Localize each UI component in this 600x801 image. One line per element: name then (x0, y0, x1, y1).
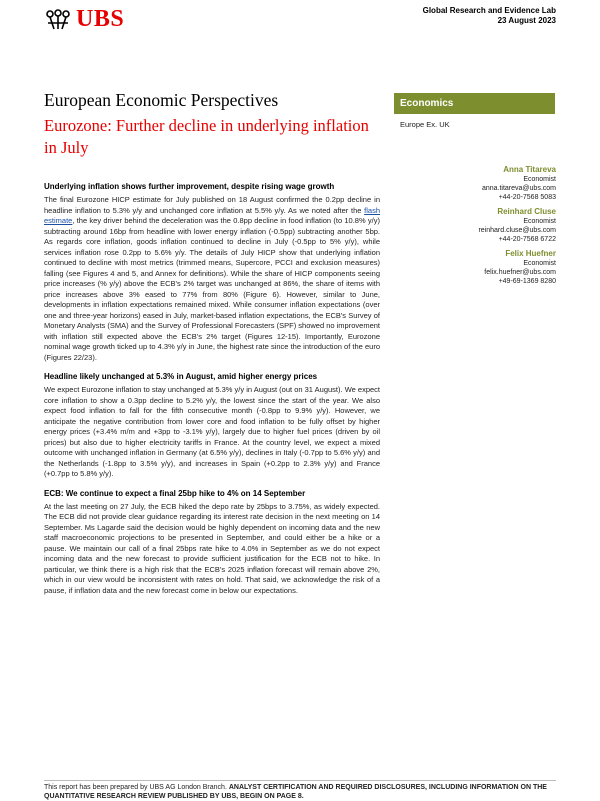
analyst-card (396, 165, 556, 202)
analyst-list (396, 165, 556, 291)
ubs-keys-icon (44, 9, 72, 31)
section-heading: ECB: We continue to expect a final 25bp hike to 4% on 14 September (44, 488, 306, 498)
analyst-phone: +49-69-1369 8280 (498, 278, 556, 285)
analyst-phone: +44-20-7568 6722 (498, 236, 556, 243)
report-body (44, 182, 380, 605)
footer-divider (44, 780, 556, 781)
analyst-card (396, 207, 556, 244)
paragraph-text: The final Eurozone HICP estimate for July published on 18 August confirmed the 0.2pp decline in headline inflation to 5.3% y/y and unchanged core inflation at 5.5% y/y. As we noted after the (44, 195, 380, 215)
section-underlying-inflation (44, 182, 380, 363)
section-headline-forecast (44, 372, 380, 480)
ubs-logo (44, 6, 124, 33)
analyst-role: Economist (523, 176, 556, 183)
analyst-name: Felix Huefner (505, 249, 556, 258)
report-header (423, 6, 556, 26)
brand-name: UBS (76, 6, 125, 32)
analyst-email[interactable]: felix.huefner@ubs.com (484, 269, 556, 276)
analyst-name: Anna Titareva (503, 165, 556, 174)
page-subtitle: Eurozone: Further decline in underlying inflation in July (44, 116, 369, 157)
section-bar: Economics (394, 93, 555, 114)
analyst-email[interactable]: anna.titareva@ubs.com (481, 185, 556, 192)
section-heading: Underlying inflation shows further improvement, despite rising wage growth (44, 182, 335, 191)
section-paragraph: At the last meeting on 27 July, the ECB hiked the depo rate by 25bps to 3.75%, as widely expected. The ECB did not provide clear guidance regarding its interest rate decision in the next meeting on 14 September. Ms Lagarde said the decision would be highly dependent on incoming data and the new staff macroeconomic projections to be presented in September, and could either be a hike or a pause. We maintain our call of a final 25bps rate hike to 4.0% in September as we do not expect incoming data and the new forecast to provide sufficient justification for the ECB not to hike. In particular, we think there is a high risk that the ECB's 2025 inflation forecast will remain above 2%, which in our view would be inconsistent with rates on hold. That said, we acknowledge the risk of a pause, if inflation data and the new forecast come in below our expectations. (44, 501, 380, 595)
paragraph-text: , the key driver behind the deceleration was the 0.8pp decline in food inflation (to 10.8% y/y) subtracting around 16bp from headline with lower energy inflation (-0.5pp) subtracting another 5bp. As regards core inflation, goods inflation continued to decline in July (-0.5pp to 5% y/y), while services inflation rose 0.2pp to 5.6% y/y. The details of July HICP show that underlying inflation continued to decline with most metrics (trimmed means, Supercore, PCCI and exclusion measures) falling (see Figures 4 and 5, and Annex for definitions). While the share of HICP components seeing price increases (% y/y) above the ECB's 2% target was unchanged at 86%, the share of items with price increases above 3% eased to 77% from 80% (Figure 6). However, similar to June, developments in inflation expectations remained mixed. While consumer inflation expectations (over one and three-year horizons) eased in July, market-based inflation expectations, the ECB's Survey of Monetary Analysts (SMA) and the Survey of Professional Forecasters (SPF) showed no improvement with inflation still expected above the ECB's 2% target (Figures 12-15). Importantly, Eurozone nominal wage growth ticked up to 4.3% y/y in June, the highest rate since the introduction of the euro (Figures 22/23). (44, 216, 380, 362)
footer-text: This report has been prepared by UBS AG London Branch. (44, 784, 229, 791)
disclosure-footer (44, 784, 556, 801)
analyst-name: Reinhard Cluse (497, 207, 556, 216)
analyst-role: Economist (523, 260, 556, 267)
department-label: Global Research and Evidence Lab (422, 6, 556, 15)
section-paragraph: We expect Eurozone inflation to stay unchanged at 5.3% y/y in August (out on 31 August). We expect core inflation to show a 0.3pp decline to 5.2% y/y, the lowest since the start of the year. We also expect food inflation to fall for the fifth consecutive month (-0.8pp to 9.9% y/y). However, we anticipate the negative contribution from lower core and food inflation to be fully offset by higher energy prices (+3.4% m/m and +3pp to -3.1% y/y), largely due to higher fuel prices (driven by oil prices) but also due to higher electricity tariffs in France. At the country level, we expect a mixed outcome with unchanged inflation in Germany (at 6.5% y/y), declines in Italy (-0.7pp to 5.6% y/y) and the Netherlands (-1.8pp to 3.5% y/y), and increases in Spain (+0.2pp to 2.3% y/y) and France (+0.7pp to 5.8% y/y). (44, 385, 380, 478)
analyst-card (396, 249, 556, 286)
page-title: European Economic Perspectives (44, 90, 279, 110)
footer-disclosure: ANALYST CERTIFICATION AND REQUIRED DISCLOSURES, INCLUDING INFORMATION ON THE QUANTITATIVE RESEARCH REVIEW PUBLISHED BY UBS, BEGIN ON PAGE 8. (44, 784, 547, 800)
flash-estimate-link[interactable]: flash estimate (44, 205, 380, 225)
analyst-email[interactable]: reinhard.cluse@ubs.com (478, 227, 556, 234)
report-date: 23 August 2023 (497, 16, 556, 25)
section-ecb (44, 489, 380, 597)
section-heading: Headline likely unchanged at 5.3% in August, amid higher energy prices (44, 372, 318, 381)
analyst-role: Economist (523, 218, 556, 225)
region-label: Europe Ex. UK (400, 120, 450, 129)
section-paragraph (44, 195, 380, 363)
analyst-phone: +44-20-7568 5083 (498, 194, 556, 201)
sidebar (394, 93, 555, 129)
